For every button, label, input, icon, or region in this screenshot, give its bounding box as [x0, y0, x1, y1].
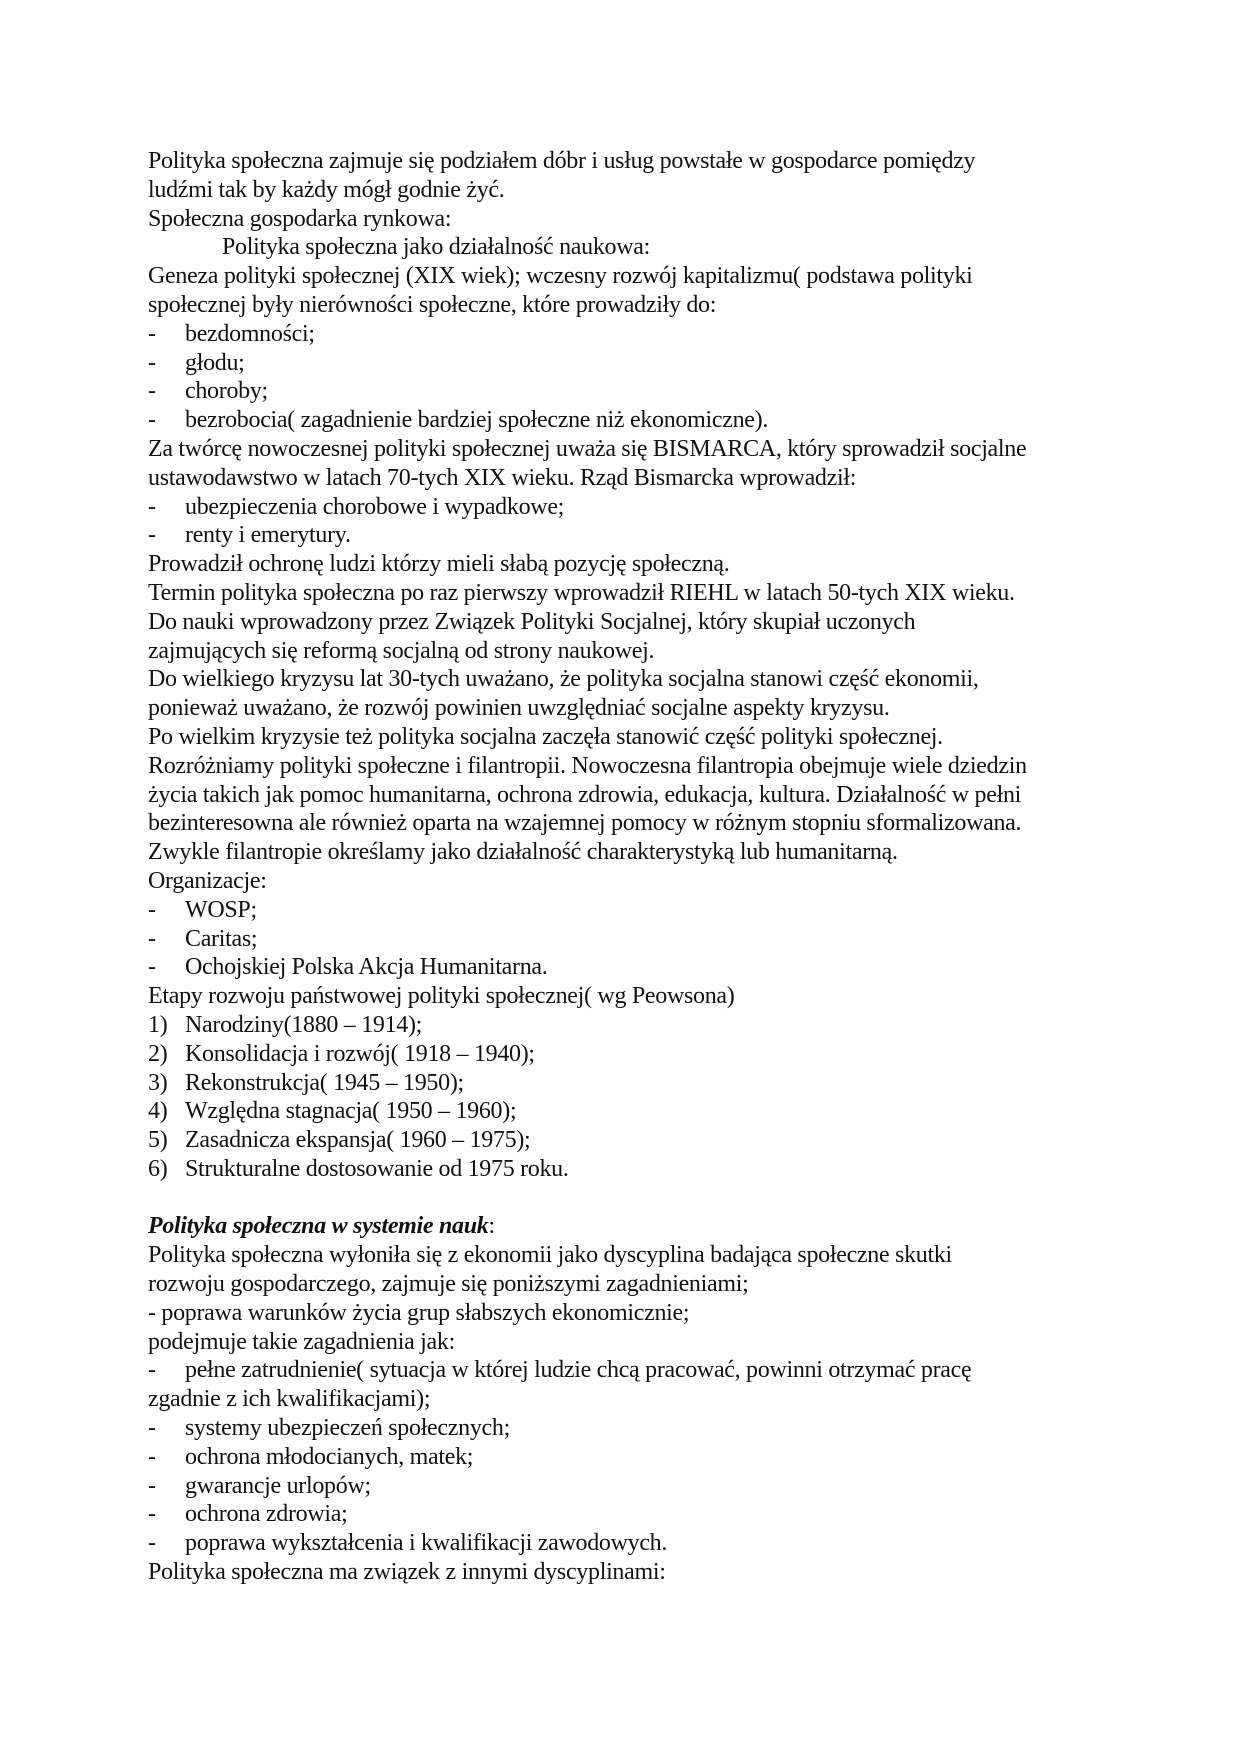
- bullet-marker: -: [148, 1501, 156, 1528]
- text-line: Społeczna gospodarka rynkowa:: [148, 205, 452, 232]
- bullet-marker: -: [148, 320, 156, 347]
- text-line: Rozróżniamy polityki społeczne i filantropii. Nowoczesna filantropia obejmuje wiele dziedzin: [148, 752, 1027, 779]
- number-marker: 2): [148, 1040, 168, 1067]
- document-body: [148, 147, 1133, 1587]
- list-item-text: gwarancje urlopów;: [185, 1472, 371, 1499]
- bullet-marker: -: [148, 1357, 156, 1384]
- numbered-line: [148, 1011, 1133, 1040]
- list-item-text: choroby;: [185, 378, 268, 405]
- text-line: Polityka społeczna wyłoniła się z ekonomii jako dyscyplina badająca społeczne skutki: [148, 1242, 952, 1269]
- bullet-line: [148, 953, 1133, 982]
- numbered-line: [148, 1155, 1133, 1184]
- text-line: ludźmi tak by każdy mógł godnie żyć.: [148, 176, 505, 203]
- bullet-marker: -: [148, 1472, 156, 1499]
- section-heading-text: Polityka społeczna w systemie nauk: [148, 1213, 489, 1240]
- bullet-marker: -: [148, 407, 156, 434]
- list-item-text: bezdomności;: [185, 320, 315, 347]
- text-line: zajmujących się reformą socjalną od strony naukowej.: [148, 637, 655, 664]
- list-item-text: Narodziny(1880 – 1914);: [185, 1011, 423, 1038]
- text-line: Po wielkim kryzysie też polityka socjalna zaczęła stanowić część polityki społecznej.: [148, 723, 943, 750]
- bullet-line: [148, 1414, 1133, 1443]
- text-line: Termin polityka społeczna po raz pierwszy wprowadził RIEHL w latach 50-tych XIX wieku.: [148, 579, 1015, 606]
- list-item-text: Względna stagnacja( 1950 – 1960);: [185, 1098, 517, 1125]
- bullet-line: [148, 349, 1133, 378]
- text-line: rozwoju gospodarczego, zajmuje się poniższymi zagadnieniami;: [148, 1271, 749, 1298]
- bullet-marker: -: [148, 1443, 156, 1470]
- numbered-line: [148, 1097, 1133, 1126]
- list-item-text: ochrona zdrowia;: [185, 1501, 348, 1528]
- bullet-marker: -: [148, 1530, 156, 1557]
- bullet-marker: -: [148, 1415, 156, 1442]
- text-line: Polityka społeczna ma związek z innymi dyscyplinami:: [148, 1559, 666, 1586]
- text-line: Prowadził ochronę ludzi którzy mieli słabą pozycję społeczną.: [148, 551, 730, 578]
- bullet-line: [148, 1472, 1133, 1501]
- bullet-line: [148, 1529, 1133, 1558]
- list-item-text: Zasadnicza ekspansja( 1960 – 1975);: [185, 1127, 531, 1154]
- list-item-text: głodu;: [185, 349, 245, 376]
- text-line: życia takich jak pomoc humanitarna, ochrona zdrowia, edukacja, kultura. Działalność w pełni: [148, 781, 1022, 808]
- bullet-line: [148, 1443, 1133, 1472]
- list-item-text: pełne zatrudnienie( sytuacja w której ludzie chcą pracować, powinni otrzymać pracę: [185, 1357, 972, 1384]
- list-item-text: Rekonstrukcja( 1945 – 1950);: [185, 1069, 464, 1096]
- bullet-marker: -: [148, 378, 156, 405]
- text-line: bezinteresowna ale również oparta na wzajemnej pomocy w różnym stopniu sformalizowana.: [148, 810, 1022, 837]
- bullet-line: [148, 925, 1133, 954]
- text-line: Do nauki wprowadzony przez Związek Polityki Socjalnej, który skupiał uczonych: [148, 608, 916, 635]
- number-marker: 3): [148, 1069, 168, 1096]
- bullet-line: [148, 493, 1133, 522]
- list-item-text: poprawa wykształcenia i kwalifikacji zawodowych.: [185, 1530, 668, 1557]
- text-line: społecznej były nierówności społeczne, które prowadziły do:: [148, 291, 717, 318]
- list-item-text: bezrobocia( zagadnienie bardziej społeczne niż ekonomiczne).: [185, 407, 769, 434]
- text-line: zgadnie z ich kwalifikacjami);: [148, 1386, 431, 1413]
- bullet-marker: -: [148, 349, 156, 376]
- bullet-marker: -: [148, 896, 156, 923]
- number-marker: 5): [148, 1127, 168, 1154]
- text-line: Zwykle filantropie określamy jako działalność charakterystyką lub humanitarną.: [148, 839, 898, 866]
- number-marker: 4): [148, 1098, 168, 1125]
- bullet-line: [148, 521, 1133, 550]
- numbered-line: [148, 1040, 1133, 1069]
- bullet-line: [148, 377, 1133, 406]
- list-item-text: systemy ubezpieczeń społecznych;: [185, 1415, 510, 1442]
- text-line: ustawodawstwo w latach 70-tych XIX wieku. Rząd Bismarcka wprowadził:: [148, 464, 857, 491]
- bullet-marker: -: [148, 954, 156, 981]
- list-item-text: renty i emerytury.: [185, 522, 351, 549]
- list-item-text: Strukturalne dostosowanie od 1975 roku.: [185, 1155, 569, 1182]
- numbered-line: [148, 1069, 1133, 1098]
- text-line: podejmuje takie zagadnienia jak:: [148, 1328, 455, 1355]
- bullet-line: [148, 406, 1133, 435]
- bullet-line: [148, 1356, 1133, 1385]
- list-item-text: Konsolidacja i rozwój( 1918 – 1940);: [185, 1040, 535, 1067]
- text-line: Etapy rozwoju państwowej polityki społecznej( wg Peowsona): [148, 983, 735, 1010]
- text-line: Do wielkiego kryzysu lat 30-tych uważano, że polityka socjalna stanowi część ekonomii,: [148, 666, 979, 693]
- heading-line: [148, 1212, 1133, 1241]
- bullet-line: [148, 896, 1133, 925]
- bullet-line: [148, 1500, 1133, 1529]
- indent-line: Polityka społeczna jako działalność naukowa:: [222, 234, 650, 261]
- text-line: Geneza polityki społecznej (XIX wiek); wczesny rozwój kapitalizmu( podstawa polityki: [148, 263, 973, 290]
- bullet-marker: -: [148, 493, 156, 520]
- text-line: Za twórcę nowoczesnej polityki społecznej uważa się BISMARCA, który sprowadził socjalne: [148, 435, 1027, 462]
- text-line: ponieważ uważano, że rozwój powinien uwzględniać socjalne aspekty kryzysu.: [148, 695, 890, 722]
- bullet-line: [148, 320, 1133, 349]
- text-line: Polityka społeczna zajmuje się podziałem dóbr i usług powstałe w gospodarce pomiędzy: [148, 148, 976, 174]
- text-line: - poprawa warunków życia grup słabszych ekonomicznie;: [148, 1299, 690, 1326]
- list-item-text: ochrona młodocianych, matek;: [185, 1443, 474, 1470]
- list-item-text: WOSP;: [185, 896, 257, 923]
- text-line: Organizacje:: [148, 867, 267, 894]
- list-item-text: ubezpieczenia chorobowe i wypadkowe;: [185, 493, 565, 520]
- number-marker: 6): [148, 1155, 168, 1182]
- list-item-text: Caritas;: [185, 925, 258, 952]
- numbered-line: [148, 1126, 1133, 1155]
- bullet-marker: -: [148, 925, 156, 952]
- list-item-text: Ochojskiej Polska Akcja Humanitarna.: [185, 954, 548, 981]
- section-heading-suffix: :: [488, 1213, 495, 1240]
- number-marker: 1): [148, 1011, 168, 1038]
- bullet-marker: -: [148, 522, 156, 549]
